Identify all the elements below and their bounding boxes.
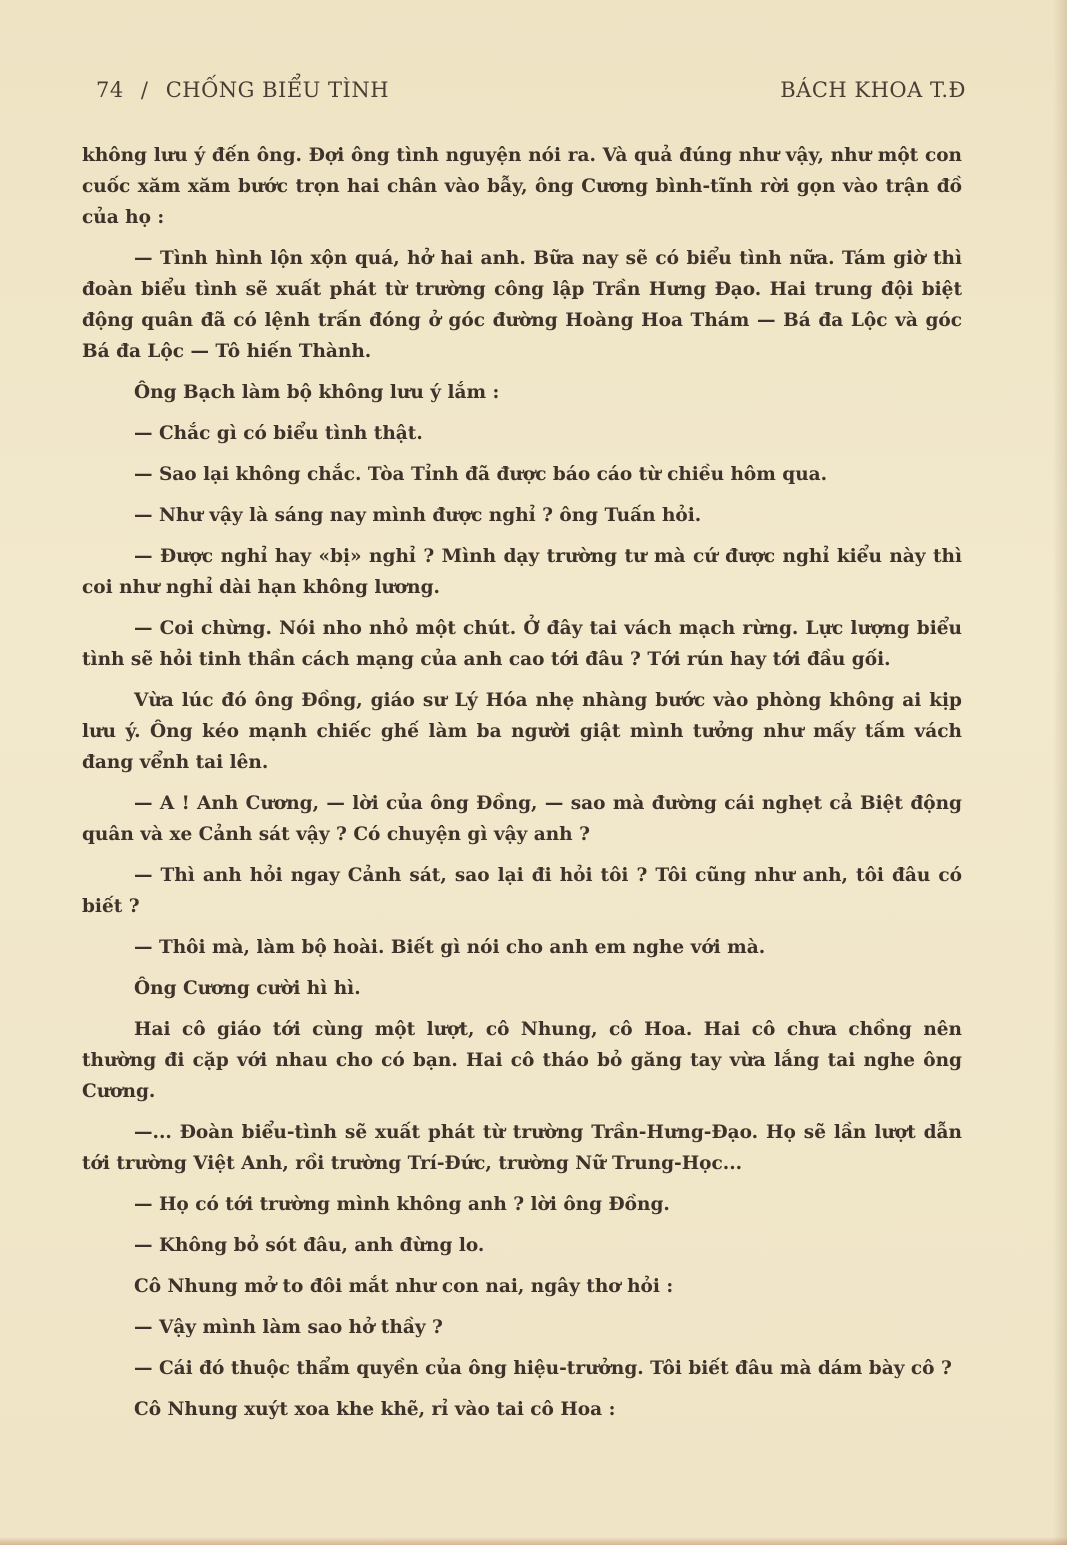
page-number: 74 xyxy=(96,78,124,102)
paragraph: — Vậy mình làm sao hở thầy ? xyxy=(134,1317,443,1338)
paragraph: Ông Bạch làm bộ không lưu ý lắm : xyxy=(134,382,500,403)
paragraph: Vừa lúc đó ông Đồng, giáo sư Lý Hóa nhẹ nhàng bước vào phòng không ai kịp lưu ý. Ông kéo mạnh chiếc ghế làm ba người giật mình tưởng như mấy tấm vách đang vểnh tai lên. xyxy=(82,690,962,773)
paragraph: — Cái đó thuộc thẩm quyền của ông hiệu-trưởng. Tôi biết đâu mà dám bày cô ? xyxy=(134,1358,952,1379)
paragraph: — Thì anh hỏi ngay Cảnh sát, sao lại đi hỏi tôi ? Tôi cũng như anh, tôi đâu có biết ? xyxy=(82,865,962,917)
paragraph: — Chắc gì có biểu tình thật. xyxy=(134,423,423,444)
paragraph: —... Đoàn biểu-tình sẽ xuất phát từ trường Trần-Hưng-Đạo. Họ sẽ lần lượt dẫn tới trường Việt Anh, rồi trường Trí-Đức, trường Nữ Trung-Học... xyxy=(82,1122,962,1174)
paragraph: Cô Nhung mở to đôi mắt như con nai, ngây thơ hỏi : xyxy=(134,1276,674,1297)
section-title: CHỐNG BIỂU TÌNH xyxy=(165,78,390,102)
paragraph: — A ! Anh Cương, — lời của ông Đồng, — sao mà đường cái nghẹt cả Biệt động quân và xe Cảnh sát vậy ? Có chuyện gì vậy anh ? xyxy=(82,793,962,845)
paragraph: Ông Cương cười hì hì. xyxy=(134,978,361,999)
page-edge-bottom xyxy=(0,1537,1067,1545)
publication-title: BÁCH KHOA T.Đ xyxy=(780,78,966,102)
paragraph: Hai cô giáo tới cùng một lượt, cô Nhung, cô Hoa. Hai cô chưa chồng nên thường đi cặp với nhau cho có bạn. Hai cô tháo bỏ găng tay vừa lắng tai nghe ông Cương. xyxy=(82,1019,962,1102)
page-edge-shadow xyxy=(1053,0,1067,1545)
paragraph: — Coi chừng. Nói nho nhỏ một chút. Ở đây tai vách mạch rừng. Lực lượng biểu tình sẽ hỏi tinh thần cách mạng của anh cao tới đâu ? Tới rún hay tới đầu gối. xyxy=(82,618,962,670)
paragraph: — Tình hình lộn xộn quá, hở hai anh. Bữa nay sẽ có biểu tình nữa. Tám giờ thì đoàn biểu tình sẽ xuất phát từ trường công lập Trần Hưng Đạo. Hai trung đội biệt động quân đã có lệnh trấn đóng ở góc đường Hoàng Hoa Thám — Bá đa Lộc và góc Bá đa Lộc — Tô hiến Thành. xyxy=(82,248,962,362)
paragraph: không lưu ý đến ông. Đợi ông tình nguyện nói ra. Và quả đúng như vậy, như một con cuốc xăm xăm bước trọn hai chân vào bẫy, ông Cương bình-tĩnh rời gọn vào trận đồ của họ : xyxy=(82,145,962,228)
paragraph: — Sao lại không chắc. Tòa Tỉnh đã được báo cáo từ chiều hôm qua. xyxy=(134,464,828,485)
paragraph: — Thôi mà, làm bộ hoài. Biết gì nói cho anh em nghe với mà. xyxy=(134,937,766,958)
running-header xyxy=(96,72,966,108)
paragraph: — Được nghỉ hay «bị» nghỉ ? Mình dạy trường tư mà cứ được nghỉ kiểu này thì coi như nghỉ dài hạn không lương. xyxy=(82,546,962,598)
header-left xyxy=(96,78,399,102)
header-separator: / xyxy=(140,78,149,102)
paragraph: — Không bỏ sót đâu, anh đừng lo. xyxy=(134,1235,485,1256)
body-text xyxy=(82,140,962,1435)
paragraph: — Như vậy là sáng nay mình được nghỉ ? ông Tuấn hỏi. xyxy=(134,505,702,526)
paragraph: — Họ có tới trường mình không anh ? lời ông Đồng. xyxy=(134,1194,670,1215)
paragraph: Cô Nhung xuýt xoa khe khẽ, rỉ vào tai cô Hoa : xyxy=(134,1399,616,1420)
